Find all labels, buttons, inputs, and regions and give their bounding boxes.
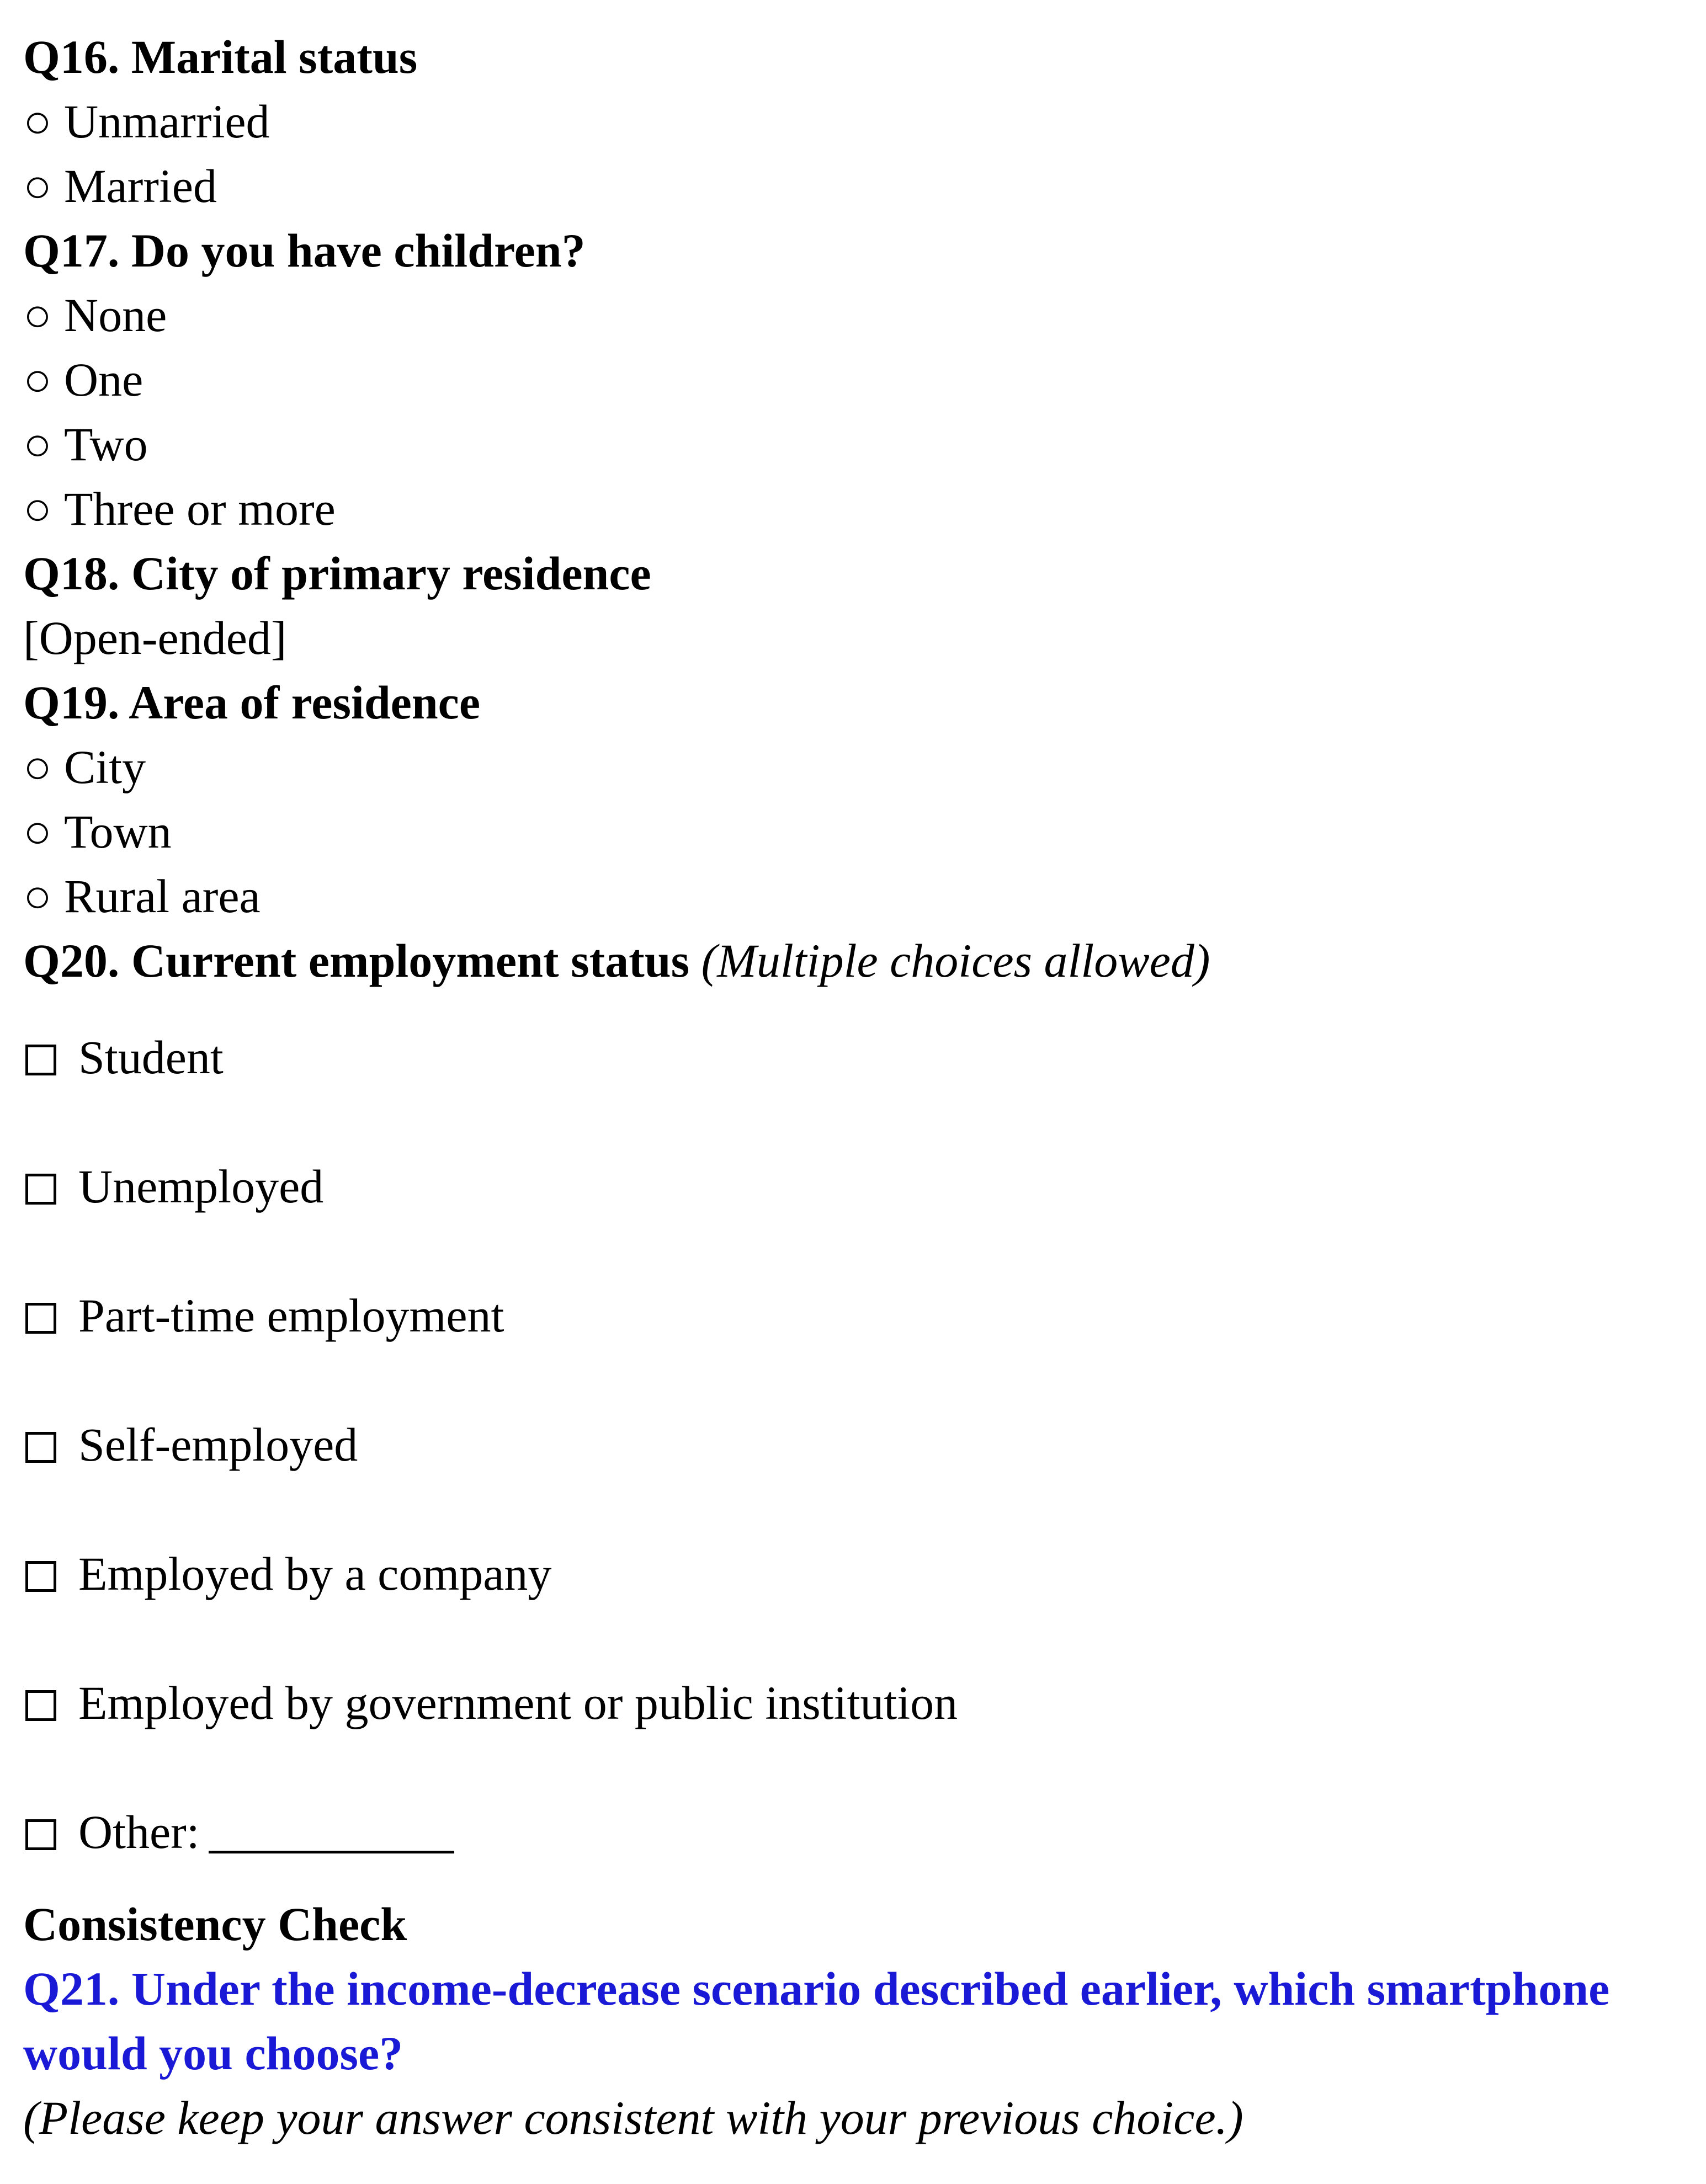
q21-title-line1: Q21. Under the income-decrease scenario described earlier, which smartphone xyxy=(23,1962,1610,2015)
q16-title: Q16. Marital status xyxy=(23,30,418,83)
q20-option-self-employed[interactable]: Self-employed xyxy=(23,1413,1696,1477)
q21-note: (Please keep your answer consistent with your previous choice.) xyxy=(23,2091,1243,2144)
q17-option-one[interactable]: ○ One xyxy=(23,348,1696,412)
q21-title-line2: would you choose? xyxy=(23,2027,403,2080)
checkbox-icon[interactable] xyxy=(25,1303,56,1334)
q17-option-none[interactable]: ○ None xyxy=(23,283,1696,348)
checkbox-icon[interactable] xyxy=(25,1174,56,1205)
q19-title: Q19. Area of residence xyxy=(23,676,481,729)
radio-icon: ○ xyxy=(23,353,52,406)
radio-icon: ○ xyxy=(23,289,52,342)
other-blank-field[interactable] xyxy=(209,1812,454,1853)
q20-heading xyxy=(23,929,1696,993)
q19-option-city[interactable]: ○ City xyxy=(23,735,1696,800)
q17-option-three-or-more[interactable]: ○ Three or more xyxy=(23,477,1696,541)
q18-open-ended-note: [Open-ended] xyxy=(23,611,287,664)
checkbox-icon[interactable] xyxy=(25,1045,56,1075)
radio-icon: ○ xyxy=(23,870,52,923)
q19-option-town[interactable]: ○ Town xyxy=(23,800,1696,864)
q20-options xyxy=(23,1025,1696,1865)
q20-option-employed-company[interactable]: Employed by a company xyxy=(23,1542,1696,1606)
q17-title: Q17. Do you have children? xyxy=(23,224,586,277)
consistency-check-heading: Consistency Check xyxy=(23,1898,407,1951)
q19-option-rural-area[interactable]: ○ Rural area xyxy=(23,864,1696,929)
checkbox-icon[interactable] xyxy=(25,1432,56,1463)
q20-hint: (Multiple choices allowed) xyxy=(701,934,1210,987)
radio-icon: ○ xyxy=(23,805,52,858)
q16-option-married[interactable]: ○ Married xyxy=(23,154,1696,219)
q20-option-part-time[interactable]: Part-time employment xyxy=(23,1283,1696,1348)
radio-icon: ○ xyxy=(23,482,52,535)
radio-icon: ○ xyxy=(23,159,52,212)
checkbox-icon[interactable] xyxy=(25,1819,56,1850)
checkbox-icon[interactable] xyxy=(25,1561,56,1592)
radio-icon: ○ xyxy=(23,95,52,148)
q17-option-two[interactable]: ○ Two xyxy=(23,412,1696,477)
q20-option-unemployed[interactable]: Unemployed xyxy=(23,1154,1696,1219)
q20-title: Q20. Current employment status xyxy=(23,934,690,987)
checkbox-icon[interactable] xyxy=(25,1690,56,1721)
q20-option-employed-government[interactable]: Employed by government or public institution xyxy=(23,1671,1696,1735)
q16-option-unmarried[interactable]: ○ Unmarried xyxy=(23,89,1696,154)
radio-icon: ○ xyxy=(23,741,52,793)
q20-option-other[interactable]: Other: xyxy=(23,1800,1696,1865)
q18-title: Q18. City of primary residence xyxy=(23,547,651,600)
survey-document xyxy=(23,0,1696,2150)
radio-icon: ○ xyxy=(23,418,52,471)
q20-option-student[interactable]: Student xyxy=(23,1025,1696,1090)
